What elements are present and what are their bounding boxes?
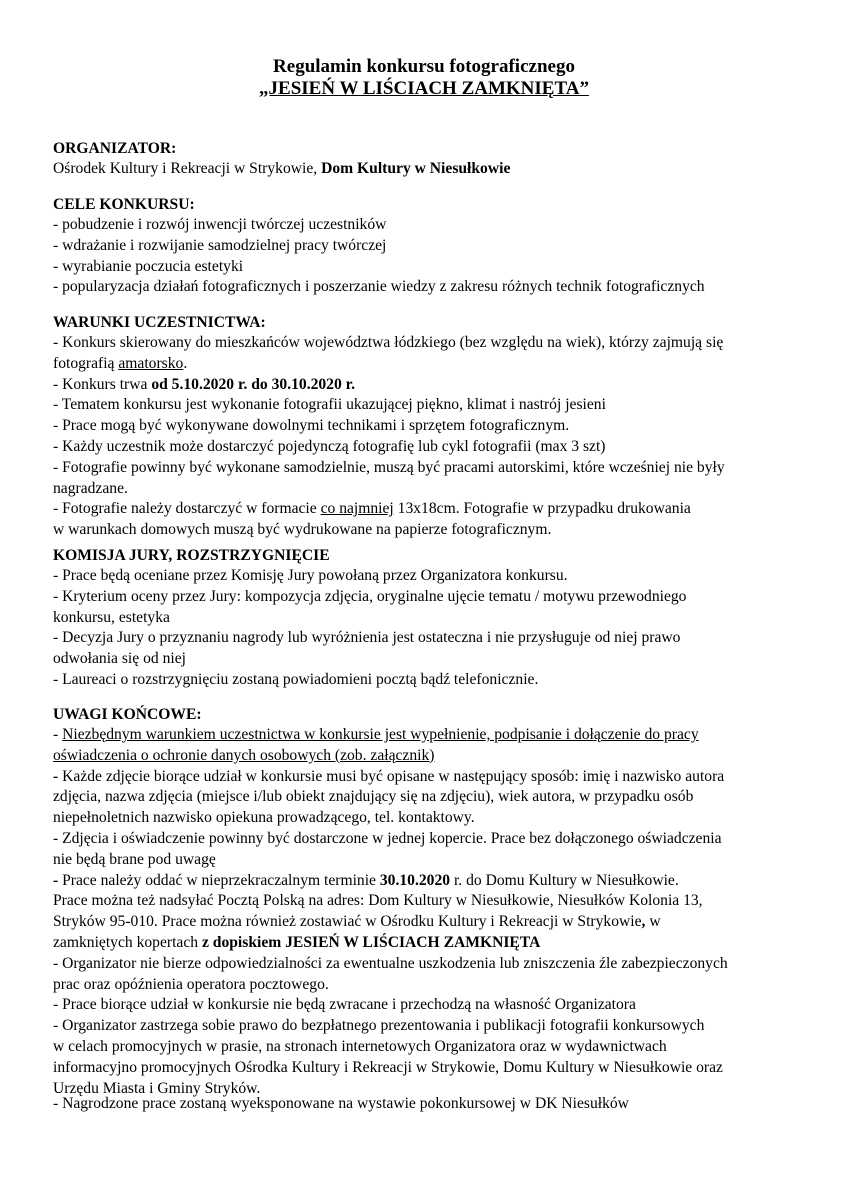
final-line: - Nagrodzone prace zostaną wyeksponowane na wystawie pokonkursowej w DK Niesułków	[53, 1095, 629, 1112]
final-line: oświadczenia o ochronie danych osobowych (zob. załącznik)	[53, 746, 435, 764]
jury-line: konkursu, estetyka	[53, 608, 170, 626]
jury-line: odwołania się od niej	[53, 650, 186, 668]
jury-line: - Laureaci o rozstrzygnięciu zostaną powiadomieni pocztą bądź telefonicznie.	[53, 670, 539, 688]
document-title: Regulamin konkursu fotograficznego	[273, 56, 575, 77]
conditions-line: - Fotografie należy dostarczyć w formacie co najmniej 13x18cm. Fotografie w przypadku drukowania	[53, 500, 691, 518]
conditions-line: - Konkurs skierowany do mieszkańców województwa łódzkiego (bez względu na wiek), którzy zajmują się	[53, 334, 724, 351]
conditions-line: - Prace mogą być wykonywane dowolnymi technikami i sprzętem fotograficznym.	[53, 417, 570, 435]
final-line: informacyjno promocyjnych Ośrodka Kultury i Rekreacji w Strykowie, Domu Kultury w Niesułkowie oraz	[53, 1058, 723, 1076]
conditions-heading: WARUNKI UCZESTNICTWA:	[53, 314, 266, 331]
final-line: - Organizator zastrzega sobie prawo do bezpłatnego prezentowania i publikacji fotografii konkursowych	[53, 1017, 705, 1035]
final-line: Stryków 95-010. Prace można również zostawiać w Ośrodku Kultury i Rekreacji w Strykowie, w	[53, 913, 661, 931]
organizer-section	[53, 138, 510, 180]
conditions-line: nagradzane.	[53, 479, 128, 497]
conditions-line: fotografią amatorsko.	[53, 354, 188, 372]
conditions-section	[53, 312, 725, 541]
final-line: Urzędu Miasta i Gminy Stryków.	[53, 1079, 261, 1097]
final-heading: UWAGI KOŃCOWE:	[53, 706, 202, 723]
goal-item: - wyrabianie poczucia estetyki	[53, 257, 244, 275]
jury-section	[53, 545, 686, 691]
goal-item: - wdrażanie i rozwijanie samodzielnej pracy twórczej	[53, 236, 387, 254]
final-line: w celach promocyjnych w prasie, na stronach internetowych Organizatora oraz w wydawnictwach	[53, 1037, 667, 1055]
conditions-line: - Tematem konkursu jest wykonanie fotografii ukazującej piękno, klimat i nastrój jesieni	[53, 396, 606, 414]
exhibition-note	[53, 1094, 629, 1115]
final-line: - Zdjęcia i oświadczenie powinny być dostarczone w jednej kopercie. Prace bez dołączonego oświadczenia	[53, 829, 722, 847]
goal-item: - pobudzenie i rozwój inwencji twórczej uczestników	[53, 216, 387, 233]
final-line: nie będą brane pod uwagę	[53, 850, 216, 868]
final-line: zamkniętych kopertach z dopiskiem JESIEŃ W LIŚCIACH ZAMKNIĘTA	[53, 933, 541, 951]
final-line: zdjęcia, nazwa zdjęcia (miejsce i/lub obiekt znajdujący się na zdjęciu), wiek autora, w przypadku osób	[53, 788, 694, 806]
conditions-line: - Fotografie powinny być wykonane samodzielnie, muszą być pracami autorskimi, które wcześniej nie były	[53, 458, 725, 476]
contest-name: „JESIEŃ W LIŚCIACH ZAMKNIĘTA”	[259, 78, 589, 99]
conditions-dates: - Konkurs trwa od 5.10.2020 r. do 30.10.2020 r.	[53, 375, 356, 393]
final-notes-section	[53, 704, 728, 1099]
final-deadline: - Prace należy oddać w nieprzekraczalnym terminie 30.10.2020 r. do Domu Kultury w Niesułkowie.	[53, 871, 679, 889]
final-line: - Organizator nie bierze odpowiedzialności za ewentualne uszkodzenia lub zniszczenia źle zabezpieczonych	[53, 954, 728, 972]
organizer-heading: ORGANIZATOR:	[53, 140, 177, 157]
goals-heading: CELE KONKURSU:	[53, 196, 195, 213]
jury-line: - Kryterium oceny przez Jury: kompozycja zdjęcia, oryginalne ujęcie tematu / motywu przewodniego	[53, 587, 687, 605]
goals-section	[53, 194, 705, 298]
goal-item: - popularyzacja działań fotograficznych i poszerzanie wiedzy z zakresu różnych technik fotograficznych	[53, 278, 705, 296]
final-line: prac oraz opóźnienia operatora pocztowego.	[53, 975, 329, 993]
conditions-line: w warunkach domowych muszą być wydrukowane na papierze fotograficznym.	[53, 521, 552, 539]
final-line: niepełnoletnich nazwisko opiekuna prowadzącego, tel. kontaktowy.	[53, 809, 475, 827]
conditions-line: - Każdy uczestnik może dostarczyć pojedynczą fotografię lub cykl fotografii (max 3 szt)	[53, 437, 606, 455]
jury-line: - Prace będą oceniane przez Komisję Jury powołaną przez Organizatora konkursu.	[53, 567, 568, 584]
final-line: - Niezbędnym warunkiem uczestnictwa w konkursie jest wypełnienie, podpisanie i dołączenie do pracy	[53, 726, 699, 743]
final-line: - Każde zdjęcie biorące udział w konkursie musi być opisane w następujący sposób: imię i nazwisko autora	[53, 767, 725, 785]
final-address: Prace można też nadsyłać Pocztą Polską na adres: Dom Kultury w Niesułkowie, Niesułków Kolonia 13,	[53, 892, 703, 910]
jury-line: - Decyzja Jury o przyznaniu nagrody lub wyróżnienia jest ostateczna i nie przysługuje od niej prawo	[53, 629, 681, 647]
jury-heading: KOMISJA JURY, ROZSTRZYGNIĘCIE	[53, 547, 330, 564]
organizer-text: Ośrodek Kultury i Rekreacji w Strykowie, Dom Kultury w Niesułkowie	[53, 160, 511, 177]
final-line: - Prace biorące udział w konkursie nie będą zwracane i przechodzą na własność Organizatora	[53, 996, 636, 1014]
